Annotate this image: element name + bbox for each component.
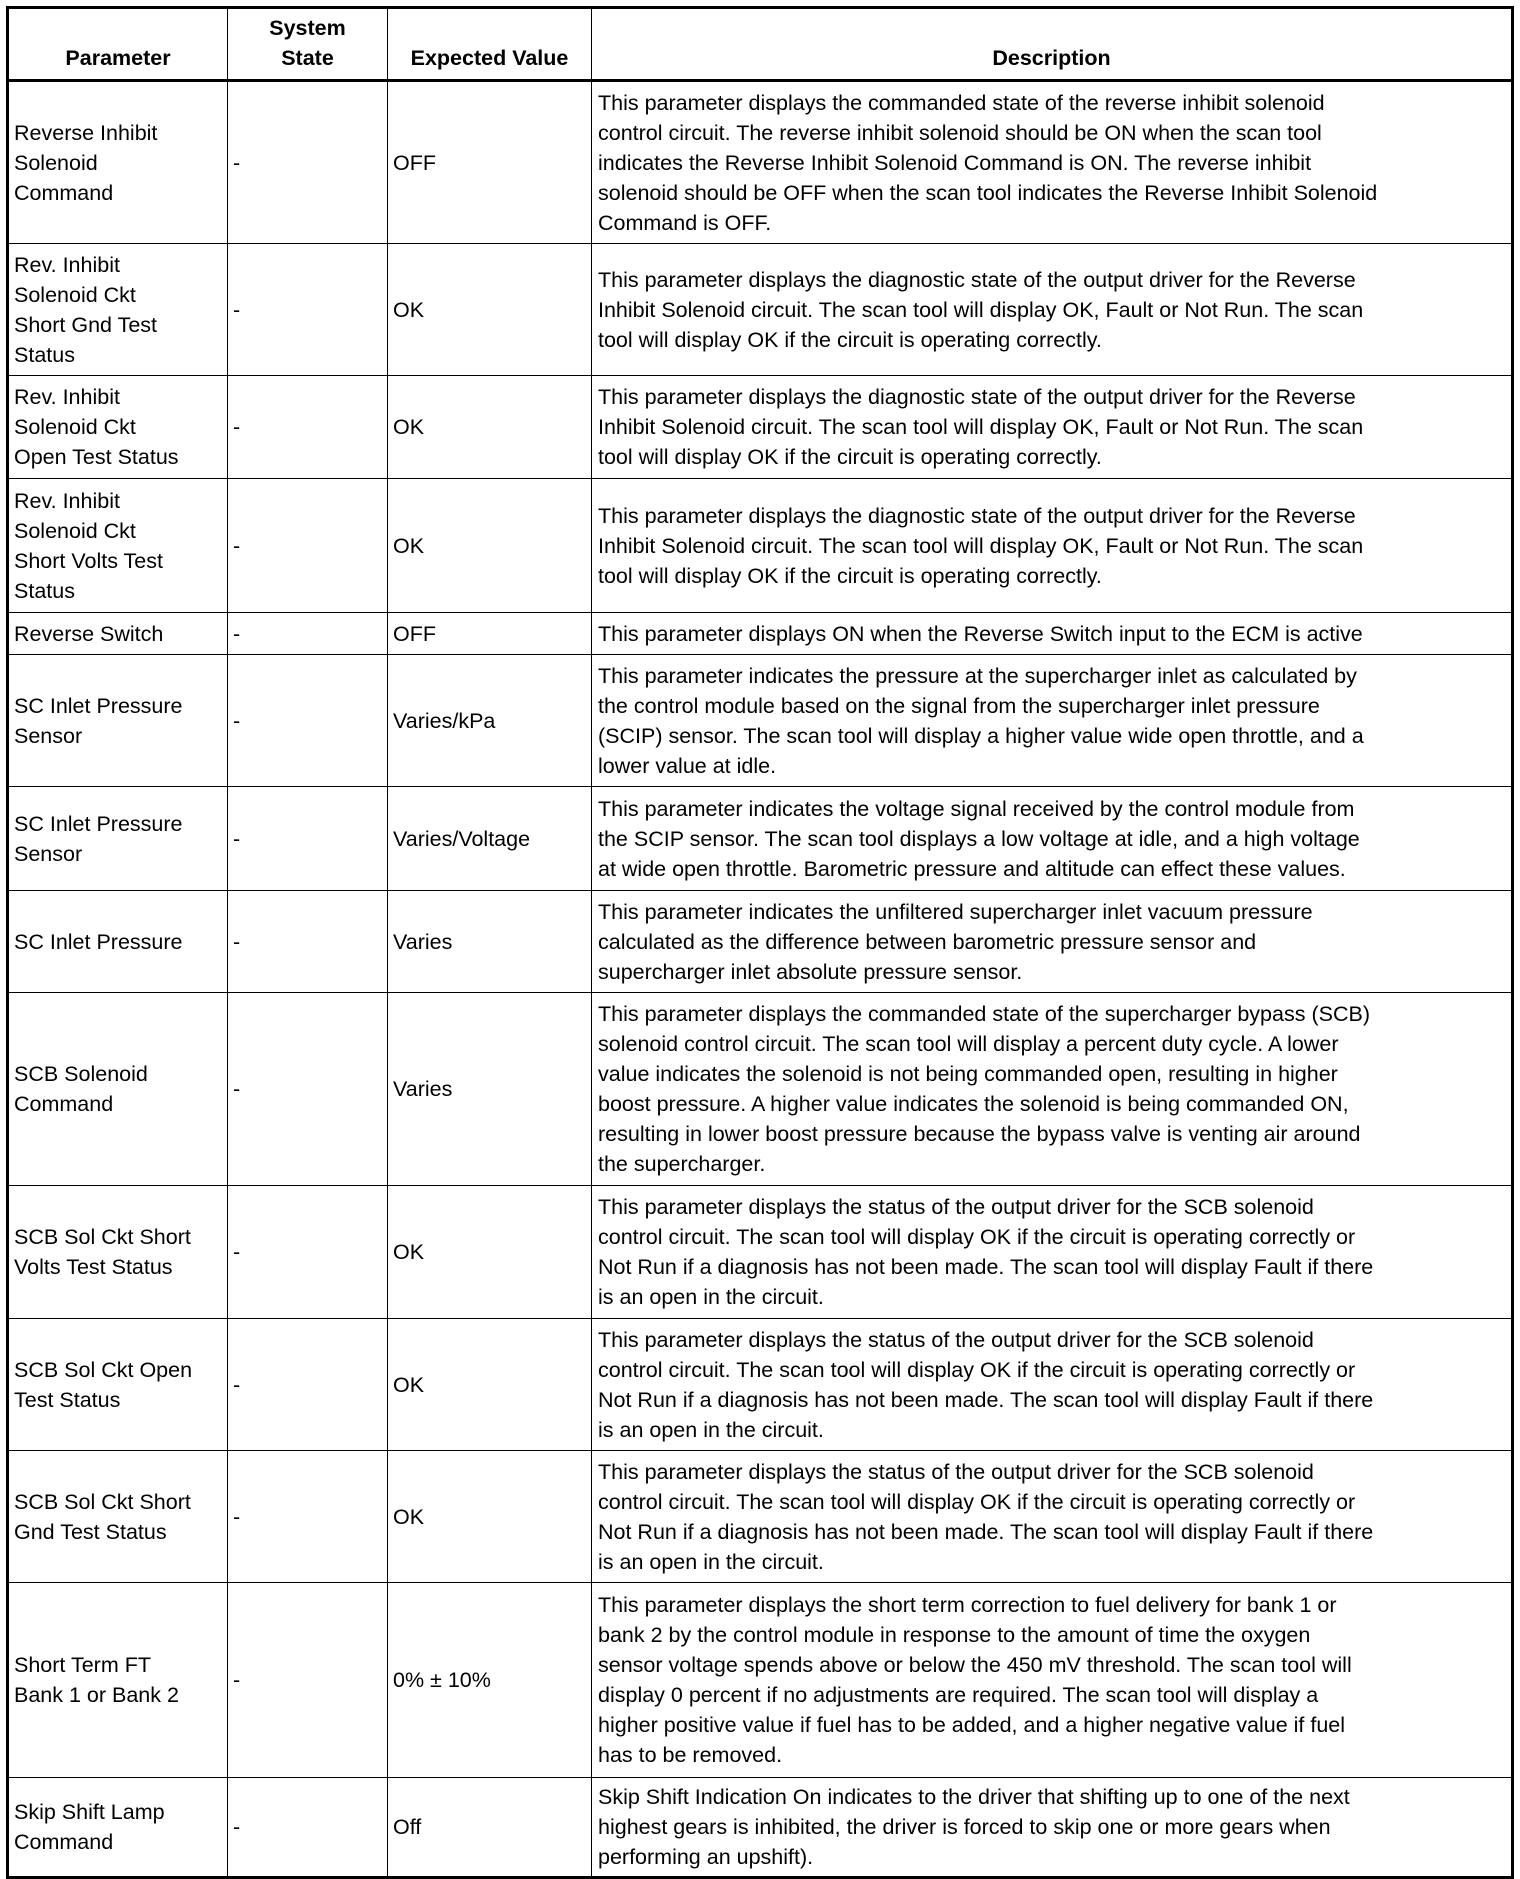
table-row [8,1319,1513,1451]
table-row [8,1451,1513,1583]
table-row [8,376,1513,479]
parameter-cell: SCB Solenoid Command [8,993,228,1186]
header-expected-value: Expected Value [388,8,592,81]
expected-value-cell: 0% ± 10% [388,1583,592,1778]
system-state-cell: - [228,891,388,993]
parameter-cell: SCB Sol Ckt Open Test Status [8,1319,228,1451]
parameter-cell: Reverse Inhibit Solenoid Command [8,81,228,244]
parameter-cell: SCB Sol Ckt Short Gnd Test Status [8,1451,228,1583]
parameter-cell: Short Term FT Bank 1 or Bank 2 [8,1583,228,1778]
parameter-cell: Reverse Switch [8,613,228,655]
expected-value-cell: Off [388,1778,592,1878]
system-state-cell: - [228,376,388,479]
expected-value-cell: OK [388,479,592,613]
parameter-cell: SCB Sol Ckt Short Volts Test Status [8,1186,228,1319]
system-state-cell: - [228,479,388,613]
parameter-cell: SC Inlet Pressure Sensor [8,655,228,787]
description-cell: This parameter displays the short term correction to fuel delivery for bank 1 or bank 2 by the control module in response to the amount of time the oxygen sensor voltage spends above or below the 450 mV threshold. The scan tool will display 0 percent if no adjustments are required. The scan tool will display a higher positive value if fuel has to be added, and a higher negative value if fuel has to be removed. [592,1583,1513,1778]
table-row [8,891,1513,993]
description-cell: This parameter displays the diagnostic state of the output driver for the Reverse Inhibit Solenoid circuit. The scan tool will display OK, Fault or Not Run. The scan tool will display OK if the circuit is operating correctly. [592,479,1513,613]
system-state-cell: - [228,244,388,376]
expected-value-cell: OK [388,376,592,479]
parameter-cell: Rev. Inhibit Solenoid Ckt Short Volts Test Status [8,479,228,613]
description-cell: This parameter indicates the pressure at the supercharger inlet as calculated by the control module based on the signal from the supercharger inlet pressure (SCIP) sensor. The scan tool will display a higher value wide open throttle, and a lower value at idle. [592,655,1513,787]
system-state-cell: - [228,787,388,891]
expected-value-cell: OK [388,244,592,376]
header-system-state: System State [228,8,388,81]
table-row [8,787,1513,891]
parameter-cell: SC Inlet Pressure [8,891,228,993]
table-row [8,1583,1513,1778]
expected-value-cell: OK [388,1319,592,1451]
system-state-cell: - [228,655,388,787]
description-cell: This parameter indicates the voltage signal received by the control module from the SCIP sensor. The scan tool displays a low voltage at idle, and a high voltage at wide open throttle. Barometric pressure and altitude can effect these values. [592,787,1513,891]
expected-value-cell: OK [388,1186,592,1319]
expected-value-cell: OFF [388,613,592,655]
expected-value-cell: Varies [388,891,592,993]
table-row [8,479,1513,613]
table-row [8,655,1513,787]
description-cell: This parameter indicates the unfiltered supercharger inlet vacuum pressure calculated as the difference between barometric pressure sensor and supercharger inlet absolute pressure sensor. [592,891,1513,993]
parameter-cell: Rev. Inhibit Solenoid Ckt Short Gnd Test Status [8,244,228,376]
expected-value-cell: Varies/kPa [388,655,592,787]
expected-value-cell: Varies/Voltage [388,787,592,891]
header-description: Description [592,8,1513,81]
system-state-cell: - [228,993,388,1186]
table-row [8,613,1513,655]
system-state-cell: - [228,1451,388,1583]
description-cell: This parameter displays the diagnostic state of the output driver for the Reverse Inhibit Solenoid circuit. The scan tool will display OK, Fault or Not Run. The scan tool will display OK if the circuit is operating correctly. [592,376,1513,479]
header-parameter: Parameter [8,8,228,81]
table-row [8,1778,1513,1878]
expected-value-cell: OK [388,1451,592,1583]
description-cell: This parameter displays the status of the output driver for the SCB solenoid control circuit. The scan tool will display OK if the circuit is operating correctly or Not Run if a diagnosis has not been made. The scan tool will display Fault if there is an open in the circuit. [592,1451,1513,1583]
description-cell: This parameter displays the status of the output driver for the SCB solenoid control circuit. The scan tool will display OK if the circuit is operating correctly or Not Run if a diagnosis has not been made. The scan tool will display Fault if there is an open in the circuit. [592,1319,1513,1451]
parameter-cell: Skip Shift Lamp Command [8,1778,228,1878]
table-header-row [8,8,1513,81]
expected-value-cell: Varies [388,993,592,1186]
description-cell: This parameter displays the commanded state of the supercharger bypass (SCB) solenoid control circuit. The scan tool will display a percent duty cycle. A lower value indicates the solenoid is not being commanded open, resulting in higher boost pressure. A higher value indicates the solenoid is being commanded ON, resulting in lower boost pressure because the bypass valve is venting air around the supercharger. [592,993,1513,1186]
expected-value-cell: OFF [388,81,592,244]
parameter-table [6,6,1514,1879]
system-state-cell: - [228,613,388,655]
description-cell: This parameter displays the diagnostic state of the output driver for the Reverse Inhibit Solenoid circuit. The scan tool will display OK, Fault or Not Run. The scan tool will display OK if the circuit is operating correctly. [592,244,1513,376]
parameter-cell: SC Inlet Pressure Sensor [8,787,228,891]
parameter-cell: Rev. Inhibit Solenoid Ckt Open Test Status [8,376,228,479]
description-cell: Skip Shift Indication On indicates to the driver that shifting up to one of the next highest gears is inhibited, the driver is forced to skip one or more gears when performing an upshift). [592,1778,1513,1878]
table-row [8,993,1513,1186]
description-cell: This parameter displays the commanded state of the reverse inhibit solenoid control circuit. The reverse inhibit solenoid should be ON when the scan tool indicates the Reverse Inhibit Solenoid Command is ON. The reverse inhibit solenoid should be OFF when the scan tool indicates the Reverse Inhibit Solenoid Command is OFF. [592,81,1513,244]
system-state-cell: - [228,81,388,244]
table-row [8,244,1513,376]
system-state-cell: - [228,1186,388,1319]
system-state-cell: - [228,1583,388,1778]
system-state-cell: - [228,1319,388,1451]
description-cell: This parameter displays the status of the output driver for the SCB solenoid control circuit. The scan tool will display OK if the circuit is operating correctly or Not Run if a diagnosis has not been made. The scan tool will display Fault if there is an open in the circuit. [592,1186,1513,1319]
table-row [8,81,1513,244]
system-state-cell: - [228,1778,388,1878]
table-row [8,1186,1513,1319]
description-cell: This parameter displays ON when the Reverse Switch input to the ECM is active [592,613,1513,655]
